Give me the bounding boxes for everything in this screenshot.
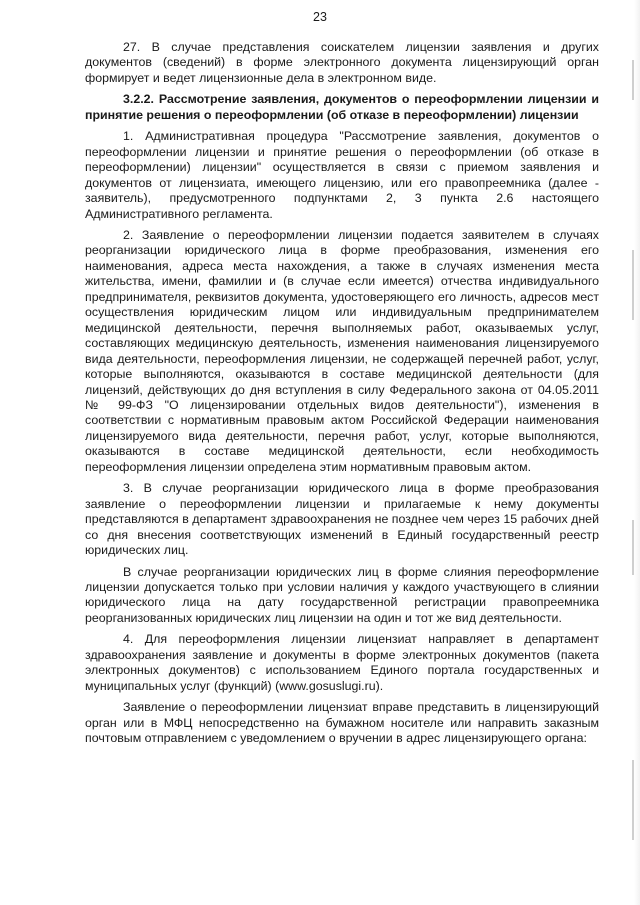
paragraph-4-continuation: Заявление о переоформлении лицензиат вправе представить в лицензирующий орган или в МФЦ непосредственно на бумажном носителе или направить заказным почтовым отправлением с уведомлением о вручении в адрес лицензирующего органа:: [85, 700, 599, 746]
page-number: 23: [313, 10, 327, 24]
paragraph-1: 1. Административная процедура "Рассмотрение заявления, документов о переоформлении лицензии и принятие решения о переоформлении (об отказе в переоформлении) лицензии" осуществляется в связи с приемом заявления и документов от лицензиата, имеющего лицензию, или его правопреемника (далее - заявитель), предусмотренного подпунктами 2, 3 пункта 2.6 настоящего Административного регламента.: [85, 129, 599, 221]
paragraph-3-continuation: В случае реорганизации юридических лиц в форме слияния переоформление лицензии допускается только при условии наличия у каждого участвующего в слиянии юридического лица на дату государственной регистрации правопреемника реорганизованных юридических лиц лицензии на один и тот же вид деятельности.: [85, 564, 599, 625]
paragraph-3: 3. В случае реорганизации юридического лица в форме преобразования заявление о переоформлении лицензии и прилагаемые к нему документы представляются в департамент здравоохранения не позднее чем через 15 рабочих дней со дня внесения соответствующих изменений в Единый государственный реестр юридических лиц.: [85, 481, 599, 558]
paragraph-2: 2. Заявление о переоформлении лицензии подается заявителем в случаях реорганизации юридического лица в форме преобразования, изменения его наименования, адреса места нахождения, а также в случаях изменения места жительства, имени, фамилии и (в случае если имеется) отчества индивидуального предпринимателя, реквизитов документа, удостоверяющего его личность, адресов мест осуществления юридическим лицом или индивидуальным предпринимателем медицинской деятельности, перечня выполняемых работ, оказываемых услуг, составляющих медицинскую деятельность, изменения наименования лицензируемого вида деятельности, переоформления лицензии, не содержащей перечней работ, услуг, которые выполняются, оказываются в составе медицинской деятельности (для лицензий, действующих до дня вступления в силу Федерального закона от 04.05.2011 № 99-ФЗ "О лицензировании отдельных видов деятельности"), изменения в соответствии с нормативным правовым актом Российской Федерации наименования лицензируемого вида деятельности, перечня работ, услуг, которые выполняются, оказываются в составе медицинской деятельности, если необходимость переоформления лицензии определена этим нормативным правовым актом.: [85, 227, 599, 474]
scan-artifact-mark: [632, 520, 634, 575]
scan-artifact-mark: [632, 60, 634, 100]
section-heading: 3.2.2. Рассмотрение заявления, документов о переоформлении лицензии и принятие решения о переоформлении (об отказе в переоформлении) лицензии: [85, 92, 599, 122]
scan-artifact-mark: [632, 760, 634, 840]
scan-edge-shadow: [634, 0, 640, 905]
document-body: [85, 40, 599, 752]
scan-artifact-mark: [632, 250, 634, 320]
paragraph-27: 27. В случае представления соискателем лицензии заявления и других документов (сведений) в форме электронного документа лицензирующий орган формирует и ведет лицензионные дела в электронном виде.: [85, 40, 599, 85]
paragraph-4: 4. Для переоформления лицензии лицензиат направляет в департамент здравоохранения заявление и документы в форме электронных документов (пакета электронных документов) с использованием Единого портала государственных и муниципальных услуг (функций) (www.gosuslugi.ru).: [85, 632, 599, 693]
